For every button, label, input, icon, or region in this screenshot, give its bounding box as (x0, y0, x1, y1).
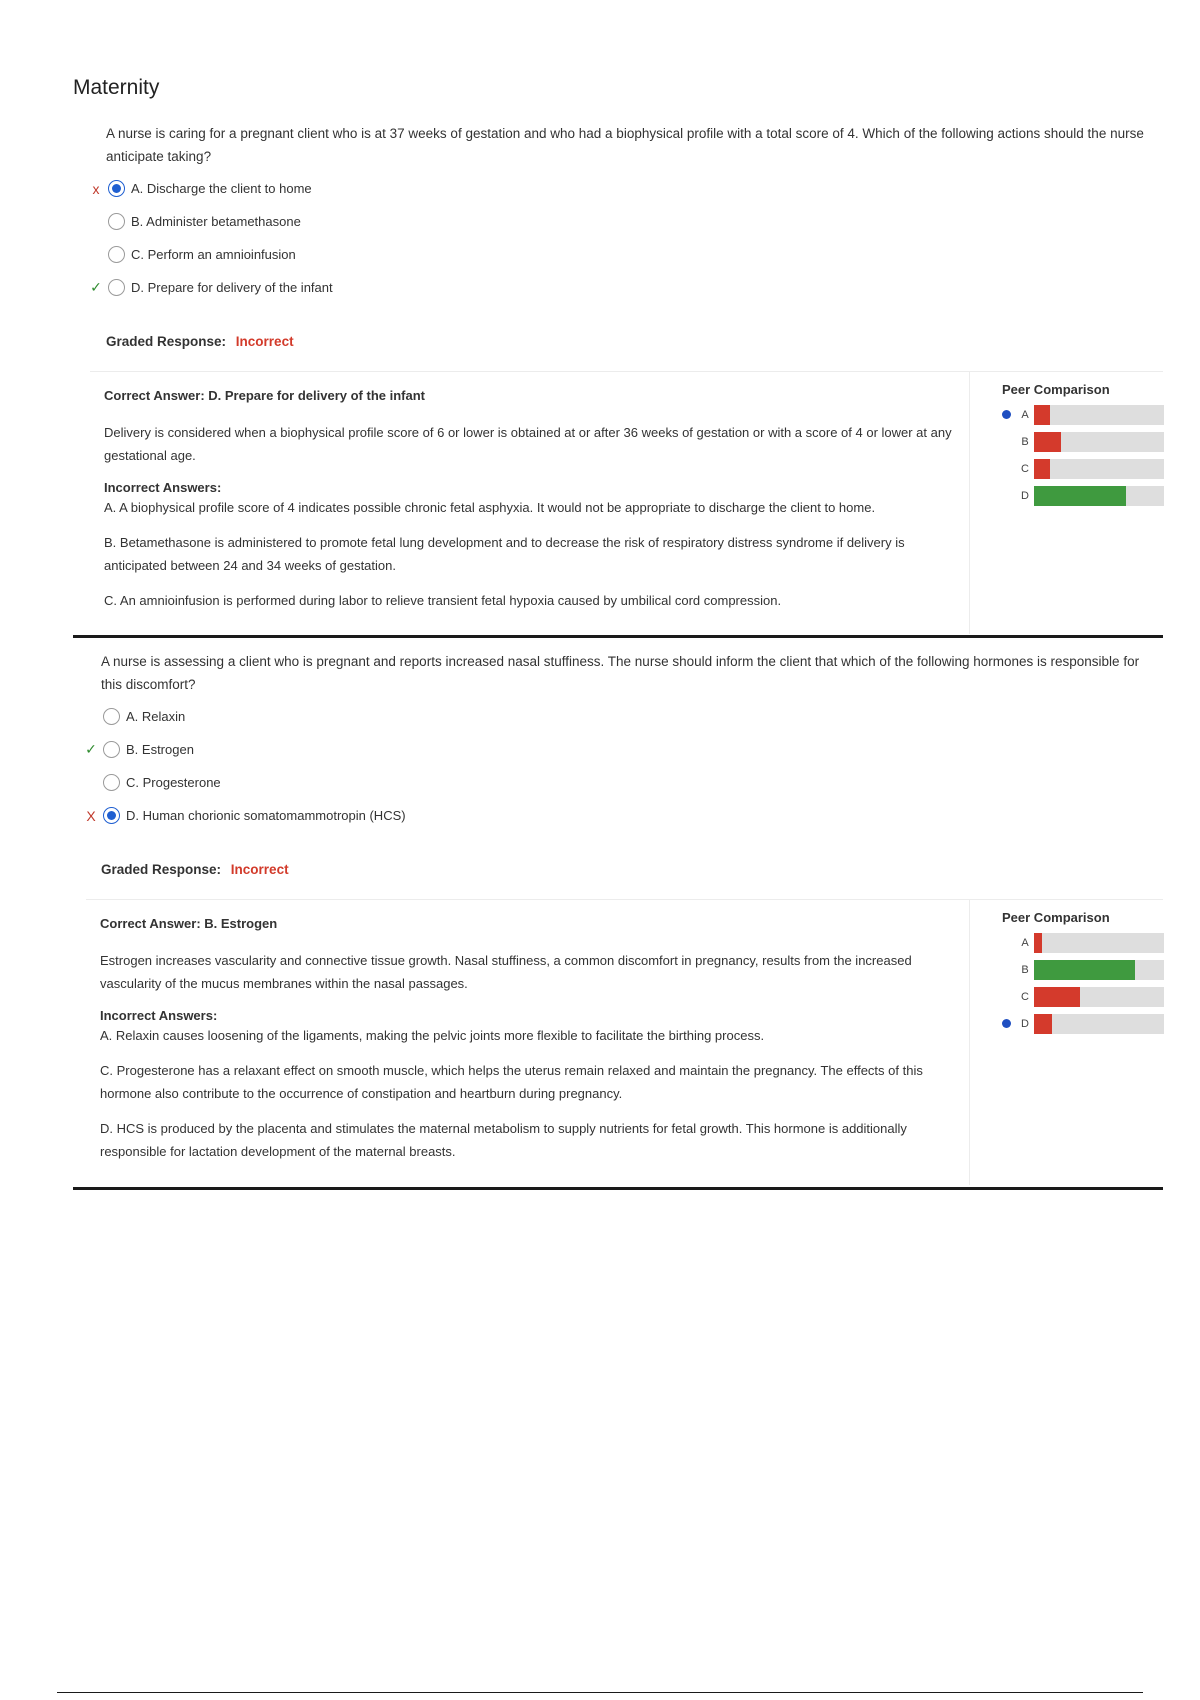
peer-row-b (1002, 428, 1163, 455)
option-label: C. Perform an amnioinfusion (131, 247, 296, 262)
incorrect-mark-icon: X (86, 807, 96, 824)
radio-option-a[interactable] (103, 708, 120, 725)
option-label: D. Prepare for delivery of the infant (131, 280, 333, 295)
peer-bar-track (1034, 459, 1164, 479)
question-divider (73, 635, 1163, 638)
option-label: A. Discharge the client to home (131, 181, 312, 196)
selected-answer-dot-icon (1002, 410, 1011, 419)
radio-option-d[interactable] (103, 807, 120, 824)
graded-response-status: Incorrect (230, 862, 289, 877)
option-label: C. Progesterone (126, 775, 221, 790)
rationale-panel (86, 899, 1163, 1185)
peer-comparison (970, 372, 1163, 634)
incorrect-answer: A. Relaxin causes loosening of the ligaments, making the pelvic joints more flexible to facilitate the birthing process. (100, 1028, 765, 1043)
question-divider (73, 1187, 1163, 1190)
graded-response-label: Graded Response: (101, 862, 222, 877)
option-d[interactable] (73, 271, 1163, 304)
incorrect-answers-heading: Incorrect Answers: (104, 480, 222, 495)
peer-letter: B (1021, 963, 1029, 976)
peer-bar-track (1034, 486, 1164, 506)
rationale-panel (90, 371, 1163, 634)
incorrect-answer: B. Betamethasone is administered to promote fetal lung development and to decrease the risk of respiratory distress syndrome if delivery is anticipated between 24 and 34 weeks of gestation. (104, 535, 905, 573)
peer-row-b (1002, 956, 1163, 983)
peer-row-d (1002, 482, 1163, 509)
incorrect-answer: A. A biophysical profile score of 4 indicates possible chronic fetal asphyxia. It would not be appropriate to discharge the client to home. (104, 500, 876, 515)
option-b[interactable] (73, 733, 1163, 766)
option-a[interactable] (73, 700, 1163, 733)
peer-bar-fill (1034, 987, 1080, 1007)
graded-response (73, 334, 1163, 349)
peer-row-c (1002, 455, 1163, 482)
question-1-options (73, 172, 1163, 304)
peer-bar-fill (1034, 960, 1135, 980)
radio-option-d[interactable] (108, 279, 125, 296)
option-d[interactable] (73, 799, 1163, 832)
peer-bar-fill (1034, 432, 1061, 452)
option-b[interactable] (73, 205, 1163, 238)
radio-option-a[interactable] (108, 180, 125, 197)
radio-option-c[interactable] (108, 246, 125, 263)
option-label: B. Administer betamethasone (131, 214, 301, 229)
peer-bar-track (1034, 987, 1164, 1007)
question-2 (73, 650, 1163, 1185)
incorrect-mark-icon: x (92, 180, 100, 197)
peer-bar-track (1034, 960, 1164, 980)
correct-check-icon: ✓ (85, 741, 97, 757)
peer-bar-track (1034, 933, 1164, 953)
peer-letter: C (1021, 462, 1029, 475)
peer-letter: D (1021, 1017, 1029, 1030)
peer-bar-fill (1034, 405, 1050, 425)
incorrect-answer: C. Progesterone has a relaxant effect on smooth muscle, which helps the uterus remain relaxed and maintain the pregnancy. The effects of this hormone also contribute to the occurrence of constipation and heartburn during pregnancy. (100, 1063, 923, 1101)
correct-answer: Correct Answer: B. Estrogen (100, 916, 278, 931)
peer-letter: D (1021, 489, 1029, 502)
peer-comparison (970, 900, 1163, 1185)
incorrect-answers-heading: Incorrect Answers: (100, 1008, 218, 1023)
radio-option-c[interactable] (103, 774, 120, 791)
peer-bar-track (1034, 432, 1164, 452)
question-1 (73, 122, 1163, 634)
rationale-text (90, 372, 970, 634)
graded-response (73, 862, 1163, 877)
peer-letter: B (1021, 435, 1029, 448)
page-footer-rule (57, 1692, 1143, 1693)
radio-option-b[interactable] (103, 741, 120, 758)
peer-letter: C (1021, 990, 1029, 1003)
correct-check-icon: ✓ (90, 279, 102, 295)
peer-row-d (1002, 1010, 1163, 1037)
rationale-text (86, 900, 970, 1185)
incorrect-answer: D. HCS is produced by the placenta and stimulates the maternal metabolism to supply nutrients for fetal growth. This hormone is additionally responsible for lactation development of the maternal breasts. (100, 1121, 907, 1159)
correct-answer: Correct Answer: D. Prepare for delivery of the infant (104, 388, 425, 403)
peer-bar-fill (1034, 486, 1126, 506)
peer-row-c (1002, 983, 1163, 1010)
peer-comparison-title: Peer Comparison (1002, 382, 1110, 397)
peer-bar-fill (1034, 459, 1050, 479)
option-c[interactable] (73, 238, 1163, 271)
option-label: B. Estrogen (126, 742, 194, 757)
peer-bar-track (1034, 405, 1164, 425)
question-1-text: A nurse is caring for a pregnant client who is at 37 weeks of gestation and who had a biophysical profile with a total score of 4. Which of the following actions should the nurse anticipate taking? (106, 126, 1144, 164)
question-2-options (73, 700, 1163, 832)
peer-bar-fill (1034, 1014, 1052, 1034)
question-2-text: A nurse is assessing a client who is pregnant and reports increased nasal stuffiness. The nurse should inform the client that which of the following hormones is responsible for this discomfort? (101, 654, 1140, 692)
peer-row-a (1002, 929, 1163, 956)
radio-option-b[interactable] (108, 213, 125, 230)
peer-letter: A (1021, 936, 1029, 949)
peer-bar-fill (1034, 933, 1042, 953)
page-title: Maternity (73, 76, 160, 99)
explanation: Estrogen increases vascularity and connective tissue growth. Nasal stuffiness, a common discomfort in pregnancy, results from the increased vascularity of the mucus membranes within the nasal passages. (100, 953, 912, 991)
option-label: D. Human chorionic somatomammotropin (HCS) (126, 808, 406, 823)
peer-bar-track (1034, 1014, 1164, 1034)
option-c[interactable] (73, 766, 1163, 799)
peer-row-a (1002, 401, 1163, 428)
peer-comparison-title: Peer Comparison (1002, 910, 1110, 925)
option-a[interactable] (73, 172, 1163, 205)
peer-letter: A (1021, 408, 1029, 421)
graded-response-status: Incorrect (235, 334, 294, 349)
selected-answer-dot-icon (1002, 1019, 1011, 1028)
graded-response-label: Graded Response: (106, 334, 227, 349)
incorrect-answer: C. An amnioinfusion is performed during labor to relieve transient fetal hypoxia caused by umbilical cord compression. (104, 593, 782, 608)
explanation: Delivery is considered when a biophysical profile score of 6 or lower is obtained at or after 36 weeks of gestation or with a score of 4 or lower at any gestational age. (104, 425, 952, 463)
option-label: A. Relaxin (126, 709, 186, 724)
